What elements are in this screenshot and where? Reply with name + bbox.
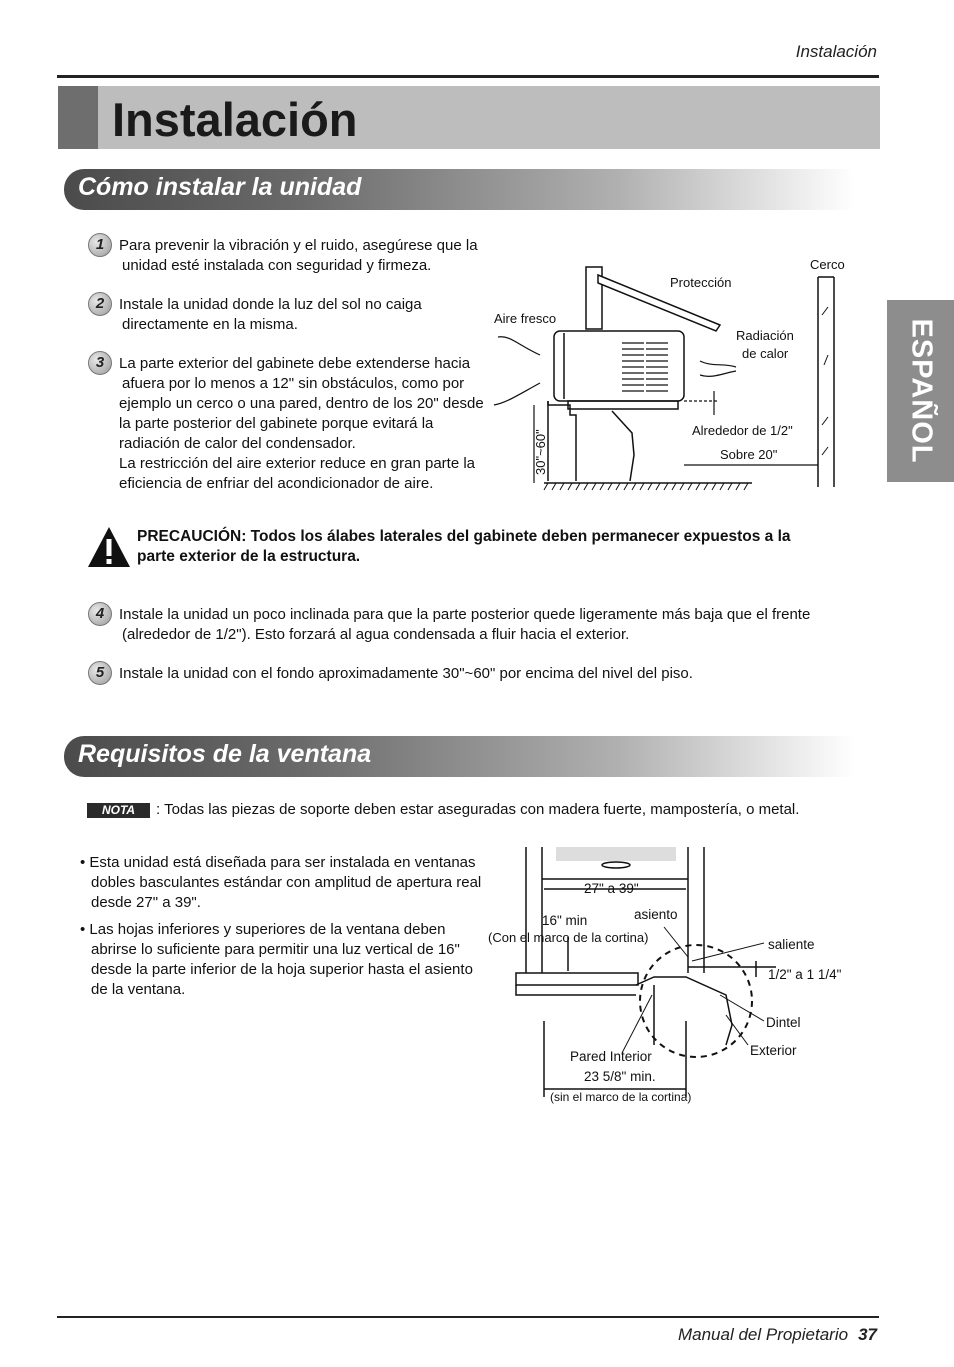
step-3-line: radiación de calor del condensador. bbox=[119, 435, 356, 452]
label-proteccion: Protección bbox=[670, 275, 732, 290]
bullet-text: abrirse lo suficiente para permitir una luz vertical de 16" bbox=[91, 941, 460, 958]
step-4-text bbox=[119, 605, 810, 645]
label-marco: (Con el marco de la cortina) bbox=[488, 930, 649, 945]
step-3-line: eficiencia de enfriar del acondicionador de aire. bbox=[119, 475, 434, 492]
step-2-line: directamente en la misma. bbox=[122, 316, 298, 333]
step-number-1: 1 bbox=[88, 233, 112, 257]
footer-rule bbox=[57, 1316, 879, 1318]
label-16-min: 16" min bbox=[542, 913, 588, 928]
caution-text bbox=[137, 527, 857, 567]
label-alrededor: Alrededor de 1/2" bbox=[692, 423, 793, 438]
dintel-shape bbox=[636, 977, 732, 1045]
title-accent-block bbox=[58, 86, 98, 149]
step-3-text bbox=[119, 354, 484, 494]
step-number-5: 5 bbox=[88, 661, 112, 685]
bullet-line: • Las hojas inferiores y superiores de la ventana deben bbox=[80, 921, 446, 938]
fresh-air-arrow-in bbox=[498, 337, 540, 355]
window-sill bbox=[516, 973, 638, 985]
label-altura: 30"~60" bbox=[533, 429, 548, 475]
bullet-text: Las hojas inferiores y superiores de la ventana deben bbox=[89, 921, 446, 938]
label-ancho: 27" a 39" bbox=[584, 881, 639, 896]
section-heading-window: Requisitos de la ventana bbox=[78, 740, 372, 768]
language-tab bbox=[887, 300, 954, 482]
label-exterior: Exterior bbox=[750, 1043, 797, 1058]
label-saliente: saliente bbox=[768, 937, 815, 952]
label-sobre: Sobre 20" bbox=[720, 447, 778, 462]
step-number-3: 3 bbox=[88, 351, 112, 375]
fence bbox=[818, 277, 834, 487]
label-pared: Pared Interior bbox=[570, 1049, 652, 1064]
page-title: Instalación bbox=[112, 93, 358, 146]
bullet-text: desde la parte inferior de la hoja superior hasta el asiento bbox=[91, 961, 473, 978]
floor-hatching bbox=[544, 483, 748, 490]
step-3-line: afuera por lo menos a 12" sin obstáculos, como por bbox=[122, 375, 465, 392]
nota-badge: NOTA bbox=[87, 803, 150, 818]
step-3-line: la parte posterior del gabinete porque evitará la bbox=[119, 415, 434, 432]
caution-line: PRECAUCIÓN: Todos los álabes laterales del gabinete deben permanecer expuestos a la bbox=[137, 528, 791, 545]
footer bbox=[678, 1325, 877, 1345]
step-3-line: ejemplo un cerco o una pared, dentro de los 20" desde bbox=[119, 395, 484, 412]
caution-line: parte exterior de la estructura. bbox=[137, 548, 361, 565]
wall-interior bbox=[548, 401, 576, 481]
step-3-line: La parte exterior del gabinete debe extenderse hacia bbox=[119, 355, 471, 372]
section-heading-install: Cómo instalar la unidad bbox=[78, 173, 362, 201]
label-radiacion: Radiación bbox=[736, 328, 794, 343]
footer-label: Manual del Propietario bbox=[677, 1325, 849, 1344]
step-number-2: 2 bbox=[88, 292, 112, 316]
step-2-line: Instale la unidad donde la luz del sol no caiga bbox=[119, 296, 422, 313]
step-3-line: La restricción del aire exterior reduce en gran parte la bbox=[119, 455, 476, 472]
ac-unit-base bbox=[568, 401, 678, 409]
step-5-line: Instale la unidad con el fondo aproximadamente 30"~60" por encima del nivel del piso. bbox=[119, 665, 693, 682]
page-number: 37 bbox=[858, 1325, 877, 1344]
label-asiento: asiento bbox=[634, 907, 678, 922]
label-sin-marco: (sin el marco de la cortina) bbox=[550, 1090, 692, 1104]
nota-text: : Todas las piezas de soporte deben estar aseguradas con madera fuerte, mampostería, o metal. bbox=[156, 801, 800, 818]
bullet-text: Esta unidad está diseñada para ser instalada en ventanas bbox=[89, 854, 476, 871]
window-diagram bbox=[486, 845, 846, 1107]
step-4-line: Instale la unidad un poco inclinada para que la parte posterior quede ligeramente más baja que el frente bbox=[119, 606, 811, 623]
running-header: Instalación bbox=[795, 42, 877, 61]
window-bullet-1 bbox=[80, 853, 490, 913]
bullet-text: desde 27" a 39". bbox=[91, 894, 201, 911]
bullet-text: de la ventana. bbox=[91, 981, 186, 998]
label-dintel: Dintel bbox=[766, 1015, 801, 1030]
window-bullet-2 bbox=[80, 920, 490, 1000]
label-cerco: Cerco bbox=[810, 257, 845, 272]
step-4-line: (alrededor de 1/2"). Esto forzará al agua condensada a fluir hacia el exterior. bbox=[122, 626, 630, 643]
installation-diagram bbox=[488, 255, 858, 495]
header-rule bbox=[57, 75, 879, 78]
step-5-text bbox=[119, 664, 693, 684]
step-1-line: Para prevenir la vibración y el ruido, asegúrese que la bbox=[119, 237, 478, 254]
step-2-text bbox=[119, 295, 422, 335]
label-de-calor: de calor bbox=[742, 346, 789, 361]
bullet-text: dobles basculantes estándar con amplitud de apertura real bbox=[91, 874, 482, 891]
label-aire-fresco: Aire fresco bbox=[494, 311, 557, 326]
label-23-min: 23 5/8" min. bbox=[584, 1069, 656, 1084]
detail-circle bbox=[640, 945, 752, 1057]
step-number-4: 4 bbox=[88, 602, 112, 626]
step-1-line: unidad esté instalada con seguridad y firmeza. bbox=[122, 257, 432, 274]
heat-arrow bbox=[700, 361, 736, 367]
warning-icon bbox=[86, 525, 132, 569]
language-tab-label: ESPAÑOL bbox=[905, 318, 937, 464]
fresh-air-arrow-out bbox=[494, 383, 540, 405]
label-medida: 1/2" a 1 1/4" bbox=[768, 967, 842, 982]
step-1-text bbox=[119, 236, 478, 276]
bullet-line: • Esta unidad está diseñada para ser instalada en ventanas bbox=[80, 854, 476, 871]
